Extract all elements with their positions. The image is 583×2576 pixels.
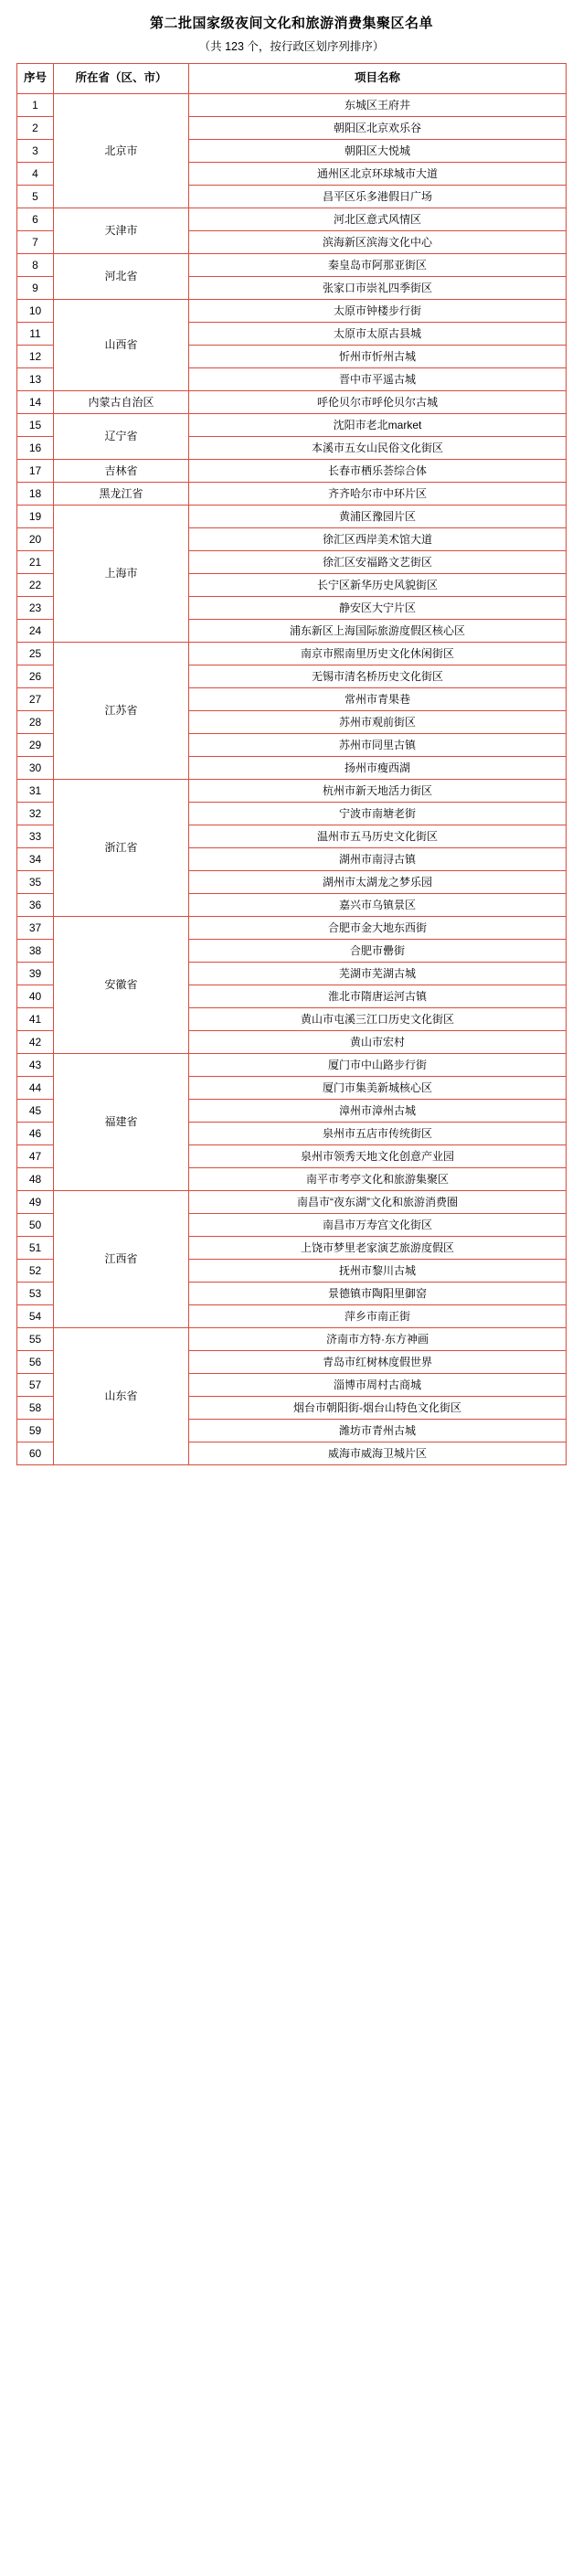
table-row	[17, 208, 567, 231]
cell-province: 天津市	[54, 208, 189, 254]
cell-seq: 11	[17, 323, 54, 346]
cell-project: 厦门市中山路步行街	[189, 1054, 567, 1077]
cell-project: 通州区北京环球城市大道	[189, 163, 567, 186]
column-header-province: 所在省（区、市）	[54, 64, 189, 94]
cell-seq: 46	[17, 1123, 54, 1145]
cell-project: 厦门市集美新城核心区	[189, 1077, 567, 1100]
cell-project: 南昌市“夜东湖”文化和旅游消费圈	[189, 1191, 567, 1214]
cell-seq: 50	[17, 1214, 54, 1237]
table-row	[17, 917, 567, 940]
cell-seq: 56	[17, 1351, 54, 1374]
cell-seq: 9	[17, 277, 54, 300]
cell-project: 上饶市梦里老家演艺旅游度假区	[189, 1237, 567, 1260]
cell-project: 抚州市黎川古城	[189, 1260, 567, 1283]
cell-seq: 12	[17, 346, 54, 368]
cell-seq: 44	[17, 1077, 54, 1100]
cell-province: 山东省	[54, 1328, 189, 1465]
cell-province: 北京市	[54, 94, 189, 208]
cell-project: 芜湖市芜湖古城	[189, 963, 567, 985]
cell-seq: 41	[17, 1008, 54, 1031]
cell-seq: 24	[17, 620, 54, 643]
cell-project: 嘉兴市乌镇景区	[189, 894, 567, 917]
cell-project: 浦东新区上海国际旅游度假区核心区	[189, 620, 567, 643]
cell-project: 苏州市观前街区	[189, 711, 567, 734]
cell-seq: 45	[17, 1100, 54, 1123]
cell-province: 内蒙古自治区	[54, 391, 189, 414]
cell-project: 长宁区新华历史风貌街区	[189, 574, 567, 597]
cell-seq: 57	[17, 1374, 54, 1397]
cell-seq: 3	[17, 140, 54, 163]
cell-project: 黄山市宏村	[189, 1031, 567, 1054]
cell-seq: 10	[17, 300, 54, 323]
cell-project: 湖州市太湖龙之梦乐园	[189, 871, 567, 894]
cell-project: 徐汇区安福路文艺街区	[189, 551, 567, 574]
cell-seq: 51	[17, 1237, 54, 1260]
cell-seq: 16	[17, 437, 54, 460]
cell-seq: 40	[17, 985, 54, 1008]
cell-seq: 2	[17, 117, 54, 140]
cell-project: 静安区大宁片区	[189, 597, 567, 620]
cell-project: 漳州市漳州古城	[189, 1100, 567, 1123]
cell-seq: 5	[17, 186, 54, 208]
cell-seq: 59	[17, 1420, 54, 1442]
table-row	[17, 483, 567, 506]
cell-seq: 19	[17, 506, 54, 528]
cell-seq: 37	[17, 917, 54, 940]
cell-seq: 25	[17, 643, 54, 665]
cell-project: 沈阳市老北market	[189, 414, 567, 437]
table-row	[17, 780, 567, 803]
cell-project: 南京市熙南里历史文化休闲街区	[189, 643, 567, 665]
cell-project: 景德镇市陶阳里御窑	[189, 1283, 567, 1305]
table-row	[17, 300, 567, 323]
cell-seq: 48	[17, 1168, 54, 1191]
cell-seq: 60	[17, 1442, 54, 1465]
cell-seq: 13	[17, 368, 54, 391]
cell-seq: 15	[17, 414, 54, 437]
cell-seq: 8	[17, 254, 54, 277]
cell-project: 苏州市同里古镇	[189, 734, 567, 757]
cell-province: 山西省	[54, 300, 189, 391]
cell-project: 忻州市忻州古城	[189, 346, 567, 368]
cell-project: 张家口市崇礼四季街区	[189, 277, 567, 300]
cell-project: 黄山市屯溪三江口历史文化街区	[189, 1008, 567, 1031]
consumption-cluster-table	[16, 63, 567, 1465]
cell-seq: 34	[17, 848, 54, 871]
cell-seq: 54	[17, 1305, 54, 1328]
cell-province: 江苏省	[54, 643, 189, 780]
table-row	[17, 414, 567, 437]
cell-project: 东城区王府井	[189, 94, 567, 117]
table-row	[17, 643, 567, 665]
cell-seq: 20	[17, 528, 54, 551]
cell-project: 长春市栖乐荟综合体	[189, 460, 567, 483]
cell-seq: 31	[17, 780, 54, 803]
cell-project: 齐齐哈尔市中环片区	[189, 483, 567, 506]
cell-project: 济南市方特·东方神画	[189, 1328, 567, 1351]
table-row	[17, 1191, 567, 1214]
cell-seq: 33	[17, 825, 54, 848]
cell-project: 河北区意式风情区	[189, 208, 567, 231]
cell-seq: 53	[17, 1283, 54, 1305]
cell-seq: 22	[17, 574, 54, 597]
cell-project: 黄浦区豫园片区	[189, 506, 567, 528]
cell-project: 温州市五马历史文化街区	[189, 825, 567, 848]
table-row	[17, 94, 567, 117]
cell-seq: 17	[17, 460, 54, 483]
cell-project: 呼伦贝尔市呼伦贝尔古城	[189, 391, 567, 414]
cell-seq: 38	[17, 940, 54, 963]
cell-seq: 42	[17, 1031, 54, 1054]
cell-project: 青岛市红树林度假世界	[189, 1351, 567, 1374]
cell-seq: 21	[17, 551, 54, 574]
cell-project: 威海市威海卫城片区	[189, 1442, 567, 1465]
cell-seq: 26	[17, 665, 54, 688]
cell-project: 滨海新区滨海文化中心	[189, 231, 567, 254]
cell-seq: 1	[17, 94, 54, 117]
cell-project: 太原市钟楼步行街	[189, 300, 567, 323]
cell-province: 黑龙江省	[54, 483, 189, 506]
table-body	[17, 94, 567, 1465]
cell-project: 南昌市万寿宫文化街区	[189, 1214, 567, 1237]
cell-seq: 27	[17, 688, 54, 711]
cell-project: 徐汇区西岸美术馆大道	[189, 528, 567, 551]
table-row	[17, 254, 567, 277]
cell-seq: 18	[17, 483, 54, 506]
cell-seq: 7	[17, 231, 54, 254]
cell-seq: 14	[17, 391, 54, 414]
page-title: 第二批国家级夜间文化和旅游消费集聚区名单	[149, 16, 433, 31]
cell-project: 扬州市瘦西湖	[189, 757, 567, 780]
cell-project: 无锡市清名桥历史文化街区	[189, 665, 567, 688]
cell-project: 杭州市新天地活力街区	[189, 780, 567, 803]
cell-project: 本溪市五女山民俗文化街区	[189, 437, 567, 460]
cell-project: 朝阳区北京欢乐谷	[189, 117, 567, 140]
cell-project: 合肥市金大地东西街	[189, 917, 567, 940]
cell-project: 宁波市南塘老街	[189, 803, 567, 825]
cell-seq: 30	[17, 757, 54, 780]
cell-seq: 6	[17, 208, 54, 231]
cell-project: 常州市青果巷	[189, 688, 567, 711]
cell-seq: 52	[17, 1260, 54, 1283]
cell-province: 安徽省	[54, 917, 189, 1054]
table-row	[17, 460, 567, 483]
cell-seq: 36	[17, 894, 54, 917]
column-header-seq: 序号	[17, 64, 54, 94]
cell-province: 河北省	[54, 254, 189, 300]
table-header-row	[17, 64, 567, 94]
table-row	[17, 1328, 567, 1351]
cell-project: 昌平区乐多港假日广场	[189, 186, 567, 208]
cell-project: 淄博市周村古商城	[189, 1374, 567, 1397]
table-row	[17, 1054, 567, 1077]
cell-province: 辽宁省	[54, 414, 189, 460]
cell-project: 秦皇岛市阿那亚街区	[189, 254, 567, 277]
page-subtitle: （共 123 个，按行政区划序列排序）	[198, 40, 385, 53]
cell-seq: 28	[17, 711, 54, 734]
table-header	[17, 64, 567, 94]
table-row	[17, 391, 567, 414]
cell-seq: 32	[17, 803, 54, 825]
cell-seq: 39	[17, 963, 54, 985]
cell-project: 晋中市平遥古城	[189, 368, 567, 391]
cell-project: 潍坊市青州古城	[189, 1420, 567, 1442]
cell-province: 上海市	[54, 506, 189, 643]
cell-province: 浙江省	[54, 780, 189, 917]
cell-project: 烟台市朝阳街-烟台山特色文化街区	[189, 1397, 567, 1420]
cell-seq: 23	[17, 597, 54, 620]
cell-seq: 35	[17, 871, 54, 894]
cell-project: 泉州市五店市传统街区	[189, 1123, 567, 1145]
cell-seq: 47	[17, 1145, 54, 1168]
cell-project: 太原市太原古县城	[189, 323, 567, 346]
cell-seq: 43	[17, 1054, 54, 1077]
cell-province: 吉林省	[54, 460, 189, 483]
table-row	[17, 506, 567, 528]
cell-seq: 49	[17, 1191, 54, 1214]
cell-seq: 29	[17, 734, 54, 757]
cell-seq: 4	[17, 163, 54, 186]
cell-province: 江西省	[54, 1191, 189, 1328]
cell-province: 福建省	[54, 1054, 189, 1191]
column-header-project: 项目名称	[189, 64, 567, 94]
cell-project: 湖州市南浔古镇	[189, 848, 567, 871]
cell-project: 南平市考亭文化和旅游集聚区	[189, 1168, 567, 1191]
cell-seq: 55	[17, 1328, 54, 1351]
cell-seq: 58	[17, 1397, 54, 1420]
cell-project: 泉州市领秀天地文化创意产业园	[189, 1145, 567, 1168]
cell-project: 淮北市隋唐运河古镇	[189, 985, 567, 1008]
cell-project: 萍乡市南正街	[189, 1305, 567, 1328]
cell-project: 合肥市罍街	[189, 940, 567, 963]
cell-project: 朝阳区大悦城	[189, 140, 567, 163]
